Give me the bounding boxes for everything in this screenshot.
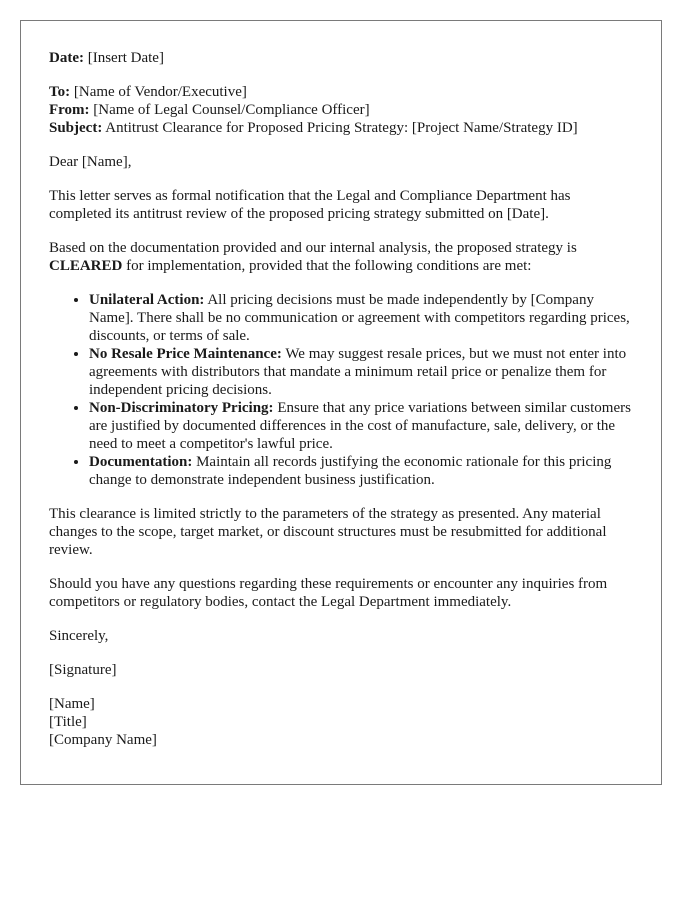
intro-paragraph: This letter serves as formal notification that the Legal and Compliance Department has completed its antitrust review of the proposed pricing strategy submitted on [Date]. xyxy=(49,188,571,222)
condition-text: Ensure that any price variations between similar customers are justified by documented differences in the cost of manufacture, sale, delivery, or the need to meet a competitor's lawful price. xyxy=(89,400,631,452)
condition-title: Non-Discriminatory Pricing: xyxy=(89,400,274,416)
date-value: [Insert Date] xyxy=(87,50,164,66)
from-line xyxy=(49,101,633,119)
subject-label: Subject: xyxy=(49,120,103,136)
salutation-block xyxy=(49,153,633,171)
to-label: To: xyxy=(49,84,71,100)
intro-block xyxy=(49,187,633,223)
clearance-text-after: for implementation, provided that the following conditions are met: xyxy=(126,258,532,274)
closing: Sincerely, xyxy=(49,628,109,644)
clearance-block xyxy=(49,239,633,275)
signature-placeholder: [Signature] xyxy=(49,662,117,678)
subject-line xyxy=(49,119,633,137)
date-label: Date: xyxy=(49,50,84,66)
date-line-block xyxy=(49,49,633,67)
to-line xyxy=(49,83,633,101)
questions-paragraph: Should you have any questions regarding these requirements or encounter any inquiries from competitors or regulatory bodies, contact the Legal Department immediately. xyxy=(49,576,608,610)
from-label: From: xyxy=(49,102,90,118)
signer-block xyxy=(49,695,633,749)
condition-item xyxy=(89,399,633,453)
condition-item xyxy=(89,291,633,345)
limitation-paragraph: This clearance is limited strictly to the parameters of the strategy as presented. Any material changes to the scope, target market, or discount structures must be resubmitted for additional review. xyxy=(49,506,607,558)
condition-title: Unilateral Action: xyxy=(89,292,205,308)
condition-text: Maintain all records justifying the economic rationale for this pricing change to demonstrate independent business justification. xyxy=(89,454,612,488)
from-value: [Name of Legal Counsel/Compliance Officer] xyxy=(93,102,370,118)
to-value: [Name of Vendor/Executive] xyxy=(73,84,247,100)
salutation: Dear [Name], xyxy=(49,154,132,170)
letter-page xyxy=(20,20,662,785)
signature-block xyxy=(49,661,633,679)
closing-block xyxy=(49,627,633,645)
date-line xyxy=(49,49,633,67)
condition-text: We may suggest resale prices, but we must not enter into agreements with distributors that mandate a minimum retail price or penalize them for independent pricing decisions. xyxy=(89,346,627,398)
subject-value: Antitrust Clearance for Proposed Pricing Strategy: [Project Name/Strategy ID] xyxy=(105,120,578,136)
signer-title: [Title] xyxy=(49,714,87,730)
condition-text: All pricing decisions must be made independently by [Company Name]. There shall be no communication or agreement with competitors regarding prices, discounts, or terms of sale. xyxy=(89,292,630,344)
condition-title: No Resale Price Maintenance: xyxy=(89,346,282,362)
conditions-list xyxy=(49,291,633,489)
limitation-block xyxy=(49,505,633,559)
condition-title: Documentation: xyxy=(89,454,193,470)
condition-item xyxy=(89,345,633,399)
clearance-status: CLEARED xyxy=(49,258,123,274)
signer-name: [Name] xyxy=(49,696,95,712)
questions-block xyxy=(49,575,633,611)
condition-item xyxy=(89,453,633,489)
clearance-text-before: Based on the documentation provided and our internal analysis, the proposed strategy is xyxy=(49,240,577,256)
clearance-paragraph xyxy=(49,239,633,275)
memo-header xyxy=(49,83,633,137)
signer-company: [Company Name] xyxy=(49,732,157,748)
